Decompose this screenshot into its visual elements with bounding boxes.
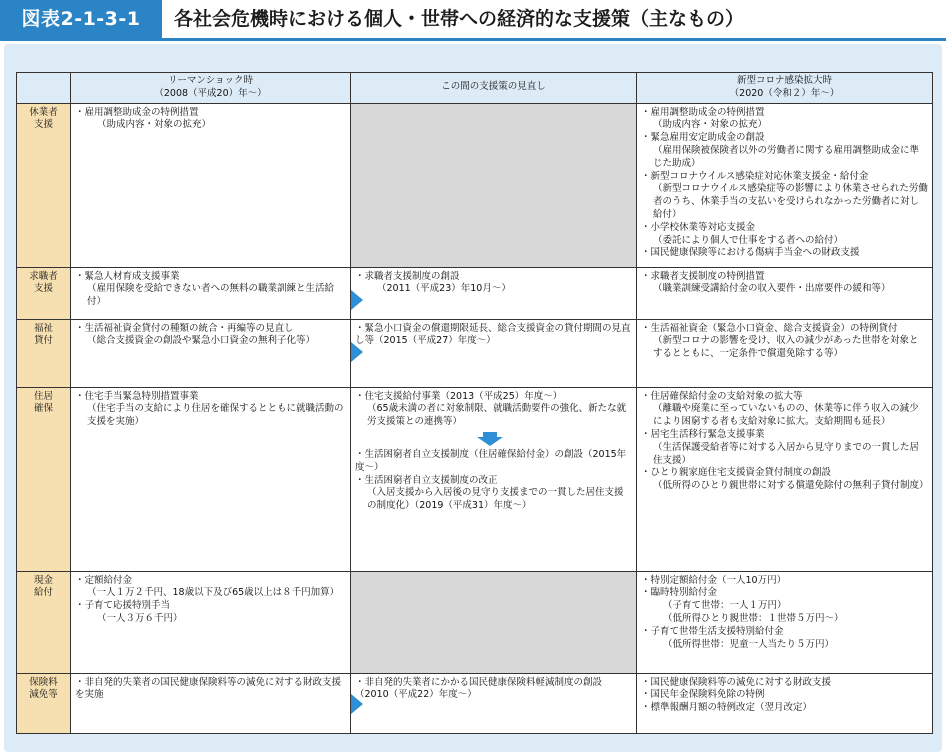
measure-detail: （新型コロナウイルス感染症等の影響により休業させられた労働者のうち、休業手当の支払いを受けられなかった労働者に対し給付） [653,183,928,220]
row-header-line: 確保 [33,403,53,415]
measure-item: ・住宅手当緊急特別措置事業 [75,390,199,402]
row-header-line: 現金 [33,574,53,586]
measure-item: ・緊急人材育成支援事業 [75,270,180,282]
column-header-lehman [71,73,351,104]
measure-item: ・臨時特別給付金 [641,587,718,599]
row-header-line: 給付 [33,587,53,599]
measure-detail: （2011（平成23）年10月～） [377,283,511,295]
right-arrow-icon [351,290,364,310]
measure-item: ・小学校休業等対応支援金 [641,221,756,233]
measure-detail: （低所得のひとり親世帯に対する償還免除付の無利子貸付制度） [653,480,929,492]
cell-lehman [71,387,351,571]
column-header-line: （2008（平成20）年～） [154,87,267,99]
title-bar [0,0,946,41]
measure-item: ・国民年金保険料免除の特例 [641,689,765,701]
cell-review [351,387,637,571]
measure-item: ・生活福祉資金（緊急小口資金、総合支援資金）の特例貸付 [641,322,898,334]
row-header [17,673,71,733]
measure-item: ・雇用調整助成金の特例措置 [641,106,765,118]
row-jobseeker [17,267,933,319]
cell-covid [637,571,933,673]
measure-detail: （65歳未満の者に対象制限、就職活動要件の強化、新たな就労支援策との連携等） [367,403,627,428]
cell-lehman [71,673,351,733]
cell-covid [637,319,933,387]
cell-covid [637,267,933,319]
measure-detail: （低所得ひとり親世帯：１世帯５万円～） [663,612,844,624]
measure-item: ・標準報酬月額の特例改定（翌月改定） [641,702,813,714]
figure-label: 図表2-1-3-1 [0,0,162,38]
measure-detail: （低所得世帯：児童一人当たり５万円） [663,638,835,650]
measure-item: ・国民健康保険料等の減免に対する財政支援 [641,676,832,688]
measure-detail: （職業訓練受講給付金の収入要件・出席要件の緩和等） [653,283,891,295]
measure-item: ・住宅支援給付事業（2013（平成25）年度～） [355,390,563,402]
cell-covid [637,103,933,267]
cell-lehman [71,571,351,673]
measure-detail: （生活保護受給者等に対する入居から見守りまでの一貫した居住支援） [653,441,920,466]
measure-detail: （総合支援資金の創設や緊急小口資金の無利子化等） [87,335,316,347]
row-header-line: 減免等 [29,689,58,701]
cell-covid [637,673,933,733]
row-cash-benefit [17,571,933,673]
row-header-line: 住居 [33,390,53,402]
row-housing [17,387,933,571]
cell-lehman [71,319,351,387]
measure-item: ・雇用調整助成金の特例措置 [75,106,199,118]
measure-item: ・子育て世帯生活支援特別給付金 [641,625,784,637]
measure-detail: （住宅手当の支給により住居を確保するとともに就職活動の支援を実施） [87,403,344,428]
cell-lehman [71,103,351,267]
measure-item: ・生活困窮者自立支援制度（住居確保給付金）の創設（2015年度～） [355,448,627,473]
row-header-line: 貸付 [33,335,53,347]
measure-item: ・子育て応援特別手当 [75,600,171,612]
row-header-line: 福祉 [33,322,53,334]
measure-detail: （入居支援から入居後の見守り支援までの一貫した居住支援の制度化）（2019（平成31）年度～） [367,487,624,512]
row-header [17,319,71,387]
column-header-covid [637,73,933,104]
row-header-line: 休業者 [29,106,58,118]
measure-item: ・生活福祉資金貸付の種類の統合・再編等の見直し [75,322,294,334]
measure-item: ・緊急小口資金の償還期限延長、総合支援資金の貸付期間の見直し等（2015（平成27）年度～） [355,322,631,347]
measure-item: ・緊急雇用安定助成金の創設 [641,132,765,144]
measure-item: ・定額給付金 [75,574,133,586]
row-header-line: 求職者 [29,270,58,282]
measure-item: ・ひとり親家庭住宅支援資金貸付制度の創設 [641,467,832,479]
measure-detail: （新型コロナの影響を受け、収入の減少があった世帯を対象とするとともに、一定条件で償還免除する等） [653,335,919,360]
cell-review [351,319,637,387]
measure-item: ・住居確保給付金の支給対象の拡大等 [641,390,803,402]
column-header-review [351,73,637,104]
measure-item: ・居宅生活移行緊急支援事業 [641,428,765,440]
column-header-line: （2020（令和２）年～） [729,87,840,99]
row-insurance [17,673,933,733]
measure-item: ・非自発的失業者にかかる国民健康保険料軽減制度の創設（2010（平成22）年度～） [355,676,603,701]
column-header-line: 新型コロナ感染拡大時 [736,75,832,86]
right-arrow-icon [351,342,364,362]
measure-detail: （一人３万６千円） [97,612,183,624]
measure-item: ・国民健康保険等における傷病手当金への財政支援 [641,247,860,259]
measure-detail: （一人１万２千円、18歳以下及び65歳以上は８千円加算） [87,587,340,599]
cell-review [351,571,637,673]
measure-detail: （助成内容・対象の拡充） [653,119,768,131]
row-header [17,267,71,319]
measure-item: ・生活困窮者自立支援制度の改正 [355,474,498,486]
row-welfare-loan [17,319,933,387]
column-header-line: リーマンショック時 [167,75,254,86]
measure-item: ・非自発的失業者の国民健康保険料等の減免に対する財政支援を実施 [75,676,342,701]
figure-title: 各社会危機時における個人・世帯への経済的な支援策（主なもの） [174,8,745,30]
measure-detail: （委託により個人で仕事をする者への給付） [653,234,844,246]
right-arrow-icon [351,694,364,714]
header-row [17,73,933,104]
measure-item: ・新型コロナウイルス感染症対応休業支援金・給付金 [641,170,869,182]
cell-lehman [71,267,351,319]
row-furlough [17,103,933,267]
measure-detail: （雇用保険被保険者以外の労働者に関する雇用調整助成金に準じた助成） [653,144,920,169]
support-measures-table [16,72,933,734]
measure-item: ・特別定額給付金（一人10万円） [641,574,787,586]
row-header-line: 支援 [33,119,53,131]
row-header [17,571,71,673]
row-header [17,103,71,267]
row-header-line: 保険料 [29,676,58,688]
cell-review [351,673,637,733]
measure-item: ・求職者支援制度の創設 [355,270,460,282]
column-header-line: この間の支援策の見直し [441,81,546,93]
measure-detail: （子育て世帯：一人１万円） [663,600,787,612]
cell-review [351,267,637,319]
cell-covid [637,387,933,571]
down-arrow-icon [475,432,505,446]
measure-item: ・求職者支援制度の特例措置 [641,270,765,282]
measure-detail: （離職や廃業に至っていないものの、休業等に伴う収入の減少により困窮する者も支給対象に拡大。支給期間も延長） [653,403,919,428]
measure-detail: （助成内容・対象の拡充） [97,119,212,131]
cell-review [351,103,637,267]
corner-cell [17,73,71,104]
row-header [17,387,71,571]
row-header-line: 支援 [33,283,53,295]
measure-detail: （雇用保険を受給できない者への無料の職業訓練と生活給付） [87,283,335,308]
